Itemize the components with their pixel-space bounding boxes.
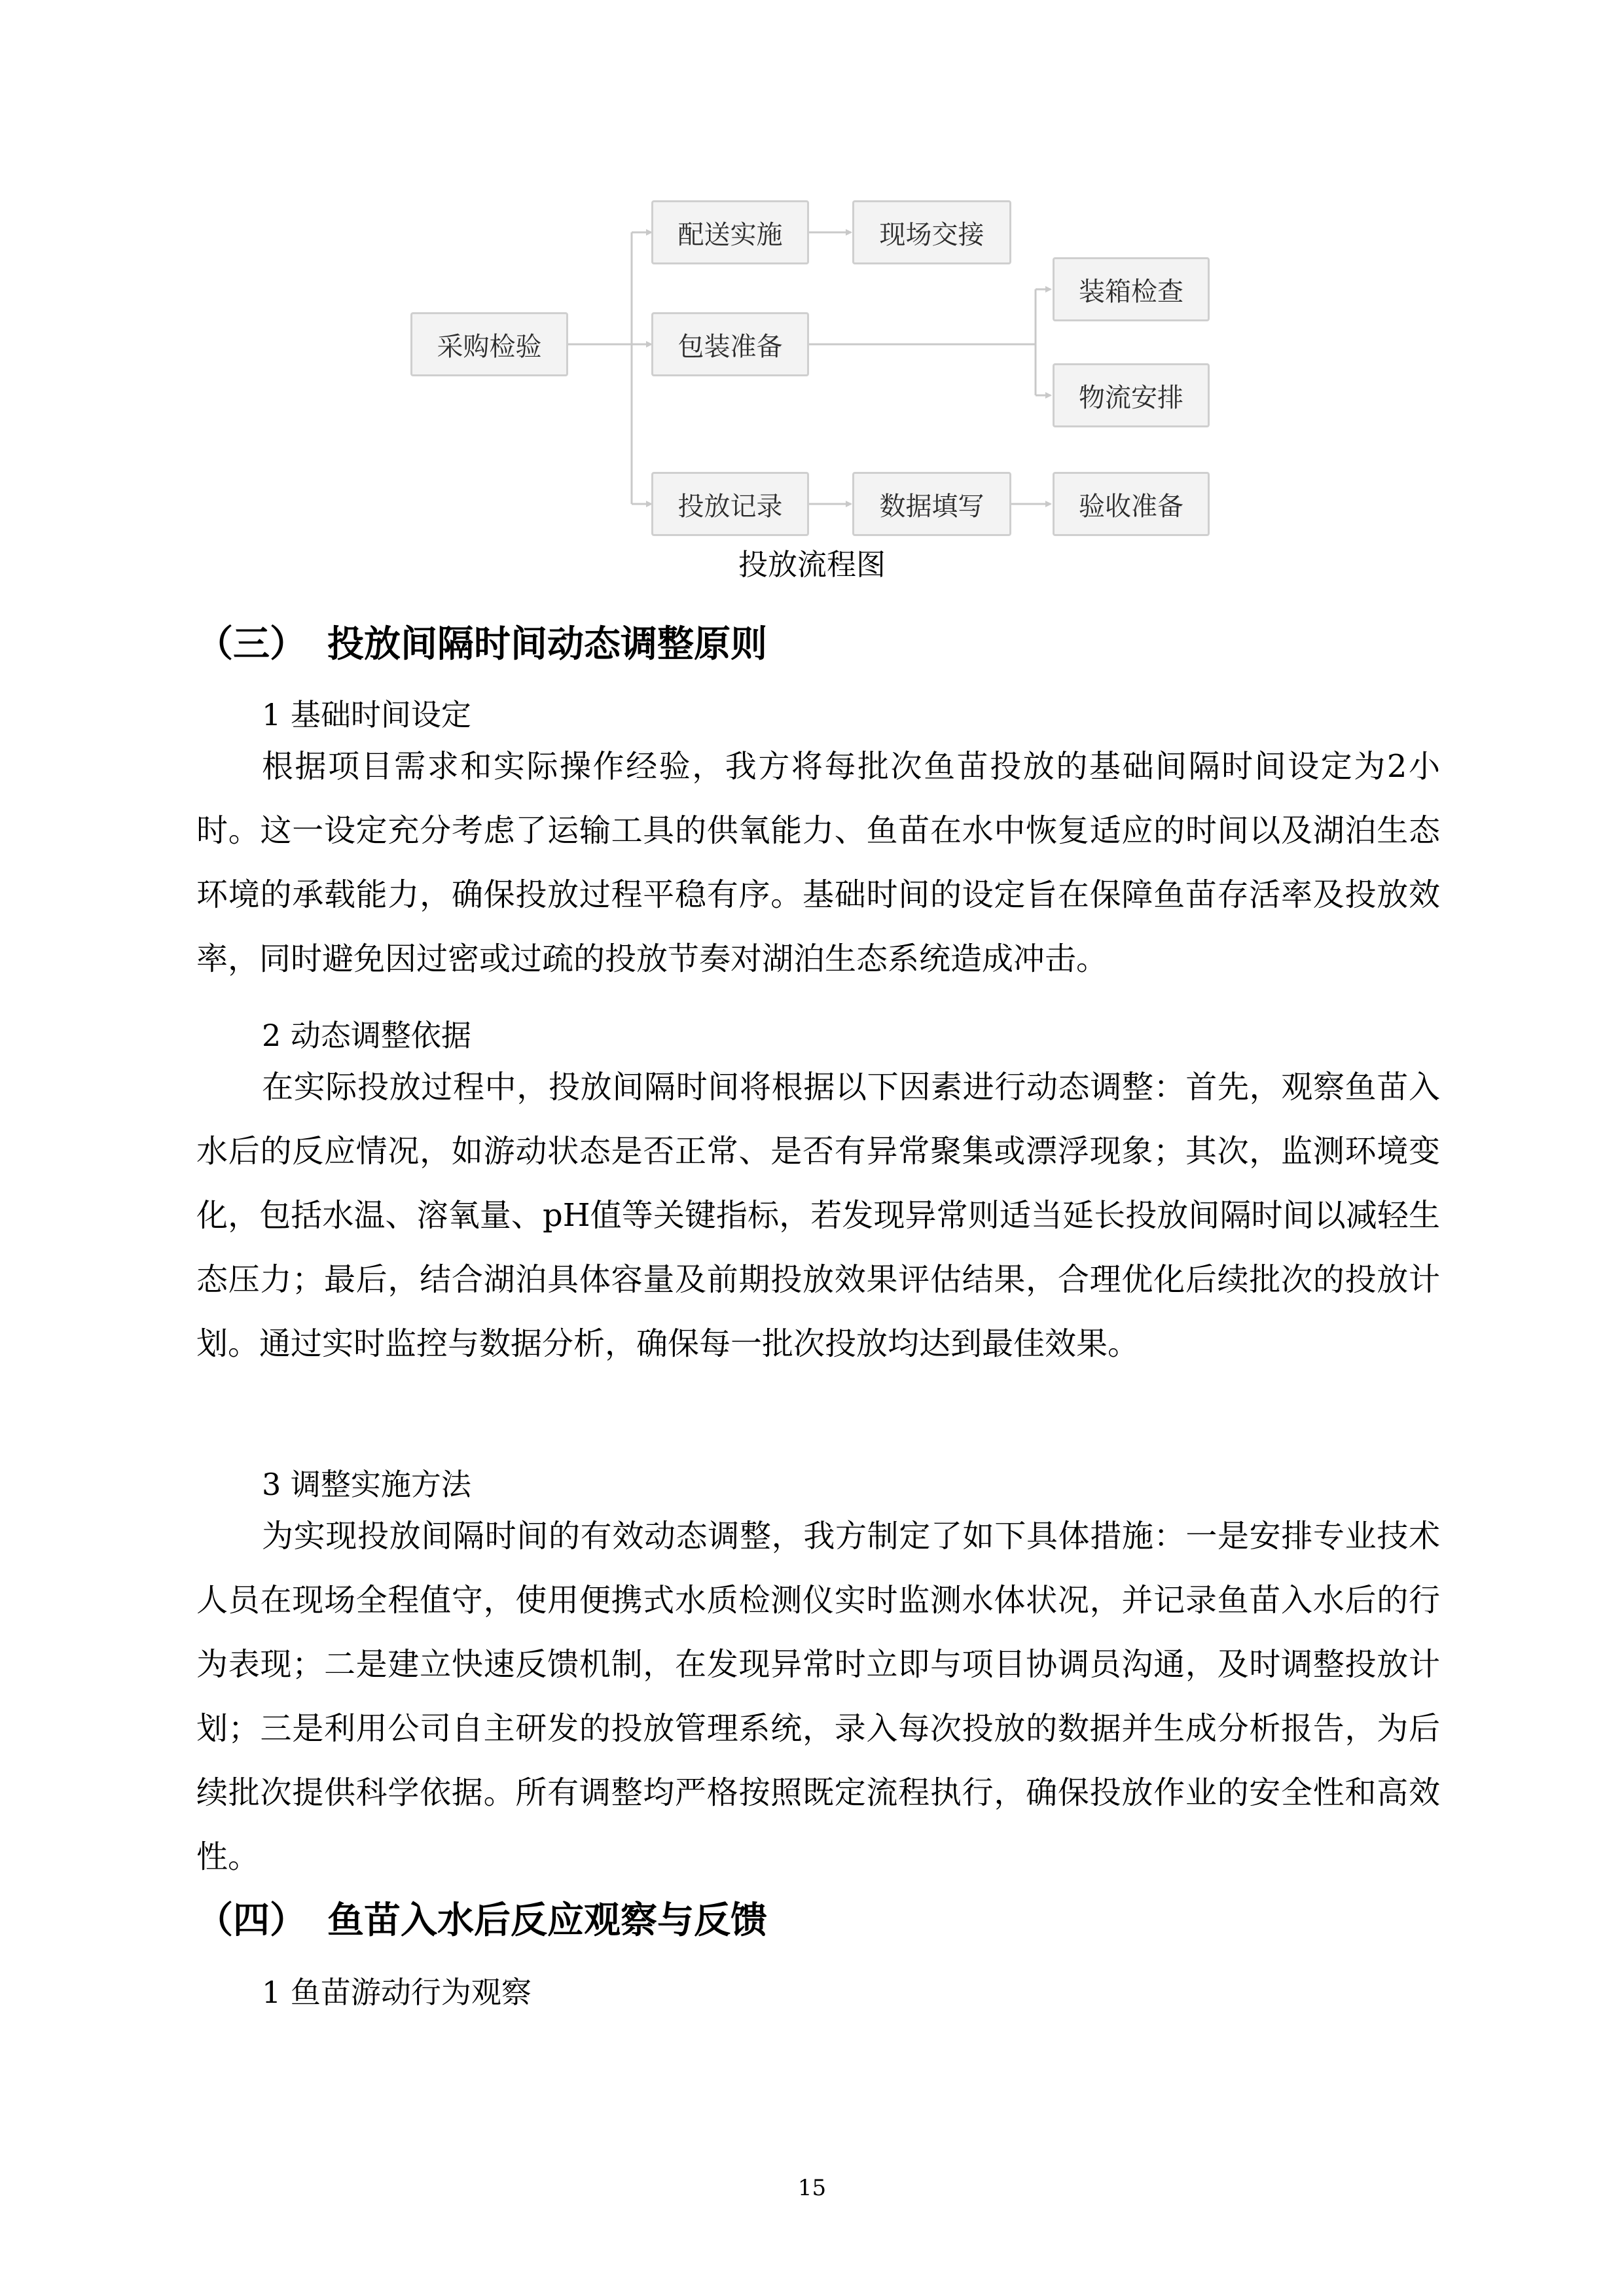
section-3-heading [196, 615, 1506, 668]
flowchart-connectors [0, 0, 1624, 589]
section-3-number: （三） [196, 623, 306, 666]
flowchart [0, 0, 1624, 589]
subsection-3-1-title: 1 基础时间设定 [262, 697, 471, 732]
flow-node-logistics: 物流安排 [1053, 363, 1210, 427]
section-4-heading [196, 1892, 1506, 1944]
section-4-number: （四） [196, 1899, 306, 1942]
flow-node-datafill: 数据填写 [852, 472, 1011, 536]
flow-node-procure: 采购检验 [410, 312, 568, 376]
subsection-3-2-title: 2 动态调整依据 [262, 1018, 471, 1053]
flow-node-acceptance: 验收准备 [1053, 472, 1210, 536]
flowchart-caption: 投放流程图 [738, 547, 886, 582]
subsection-3-3-paragraph: 为实现投放间隔时间的有效动态调整，我方制定了如下具体措施：一是安排专业技术人员在现场全程值守，使用便携式水质检测仪实时监测水体状况，并记录鱼苗入水后的行为表现；二是建立快速反馈机制，在发现异常时立即与项目协调员沟通，及时调整投放计划；三是利用公司自主研发的投放管理系统，录入每次投放的数据并生成分析报告，为后续批次提供科学依据。所有调整均严格按照既定流程执行，确保投放作业的安全性和高效性。 [196, 1518, 1440, 1875]
flow-node-handover: 现场交接 [852, 200, 1011, 264]
section-4-title: 鱼苗入水后反应观察与反馈 [327, 1899, 767, 1942]
flow-node-boxcheck: 装箱检查 [1053, 257, 1210, 321]
subsection-3-3-title: 3 调整实施方法 [262, 1467, 471, 1502]
subsection-3-1-paragraph: 根据项目需求和实际操作经验，我方将每批次鱼苗投放的基础间隔时间设定为2小时。这一设定充分考虑了运输工具的供氧能力、鱼苗在水中恢复适应的时间以及湖泊生态环境的承载能力，确保投放过程平稳有序。基础时间的设定旨在保障鱼苗存活率及投放效率，同时避免因过密或过疏的投放节奏对湖泊生态系统造成冲击。 [196, 748, 1440, 977]
flow-node-deliver: 配送实施 [651, 200, 809, 264]
flow-node-package: 包装准备 [651, 312, 809, 376]
subsection-4-1-title: 1 鱼苗游动行为观察 [262, 1975, 532, 2010]
section-3-title: 投放间隔时间动态调整原则 [327, 623, 767, 666]
page-number: 15 [797, 2175, 827, 2201]
flow-node-record: 投放记录 [651, 472, 809, 536]
subsection-3-2-paragraph: 在实际投放过程中，投放间隔时间将根据以下因素进行动态调整：首先，观察鱼苗入水后的反应情况，如游动状态是否正常、是否有异常聚集或漂浮现象；其次，监测环境变化，包括水温、溶氧量、pH值等关键指标，若发现异常则适当延长投放间隔时间以减轻生态压力；最后，结合湖泊具体容量及前期投放效果评估结果，合理优化后续批次的投放计划。通过实时监控与数据分析，确保每一批次投放均达到最佳效果。 [196, 1069, 1440, 1362]
